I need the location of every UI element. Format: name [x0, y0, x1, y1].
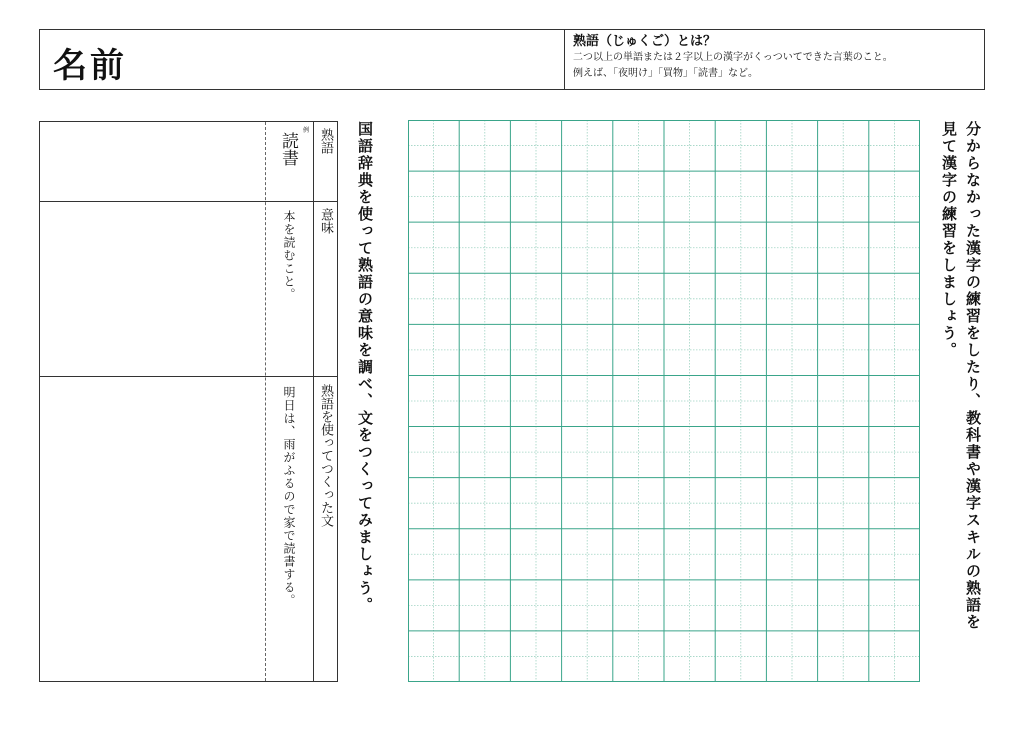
example-mark: 例: [303, 127, 310, 134]
word-input-cell[interactable]: [40, 122, 265, 201]
definition-examples: 例えば、「夜明け」「買物」「読書」など。: [573, 68, 758, 79]
example-meaning: 本を読むこと。: [282, 210, 296, 301]
meaning-input-cell[interactable]: [40, 202, 265, 376]
practice-instruction-line2: 見て漢字の練習をしましょう。: [940, 121, 958, 359]
name-label: 名前: [53, 46, 127, 86]
example-column-divider: [265, 122, 266, 681]
label-column-divider: [313, 122, 314, 681]
vocab-table: [39, 121, 338, 682]
practice-instruction-line1: 分からなかった漢字の練習をしたり、教科書や漢字スキルの熟語を: [964, 121, 982, 631]
definition-title: 熟語（じゅくご）とは？: [573, 34, 717, 49]
practice-grid[interactable]: [408, 120, 920, 682]
example-word: 読書: [278, 132, 298, 166]
label-meaning: 意味: [318, 208, 333, 234]
sentence-input-cell[interactable]: [40, 377, 265, 681]
example-sentence: 明日は、雨がふるので家で読書する。: [282, 386, 296, 607]
dictionary-instruction: 国語辞典を使って熟語の意味を調べ、文をつくってみましょう。: [356, 121, 374, 614]
definition-box: [564, 30, 985, 89]
label-sentence: 熟語を使ってつくった文: [318, 384, 333, 527]
definition-text: 二つ以上の単語または２字以上の漢字がくっついてできた言葉のこと。: [573, 52, 893, 63]
label-word: 熟語: [318, 128, 333, 154]
practice-grid-svg: [408, 120, 920, 682]
header-box: [39, 29, 985, 90]
